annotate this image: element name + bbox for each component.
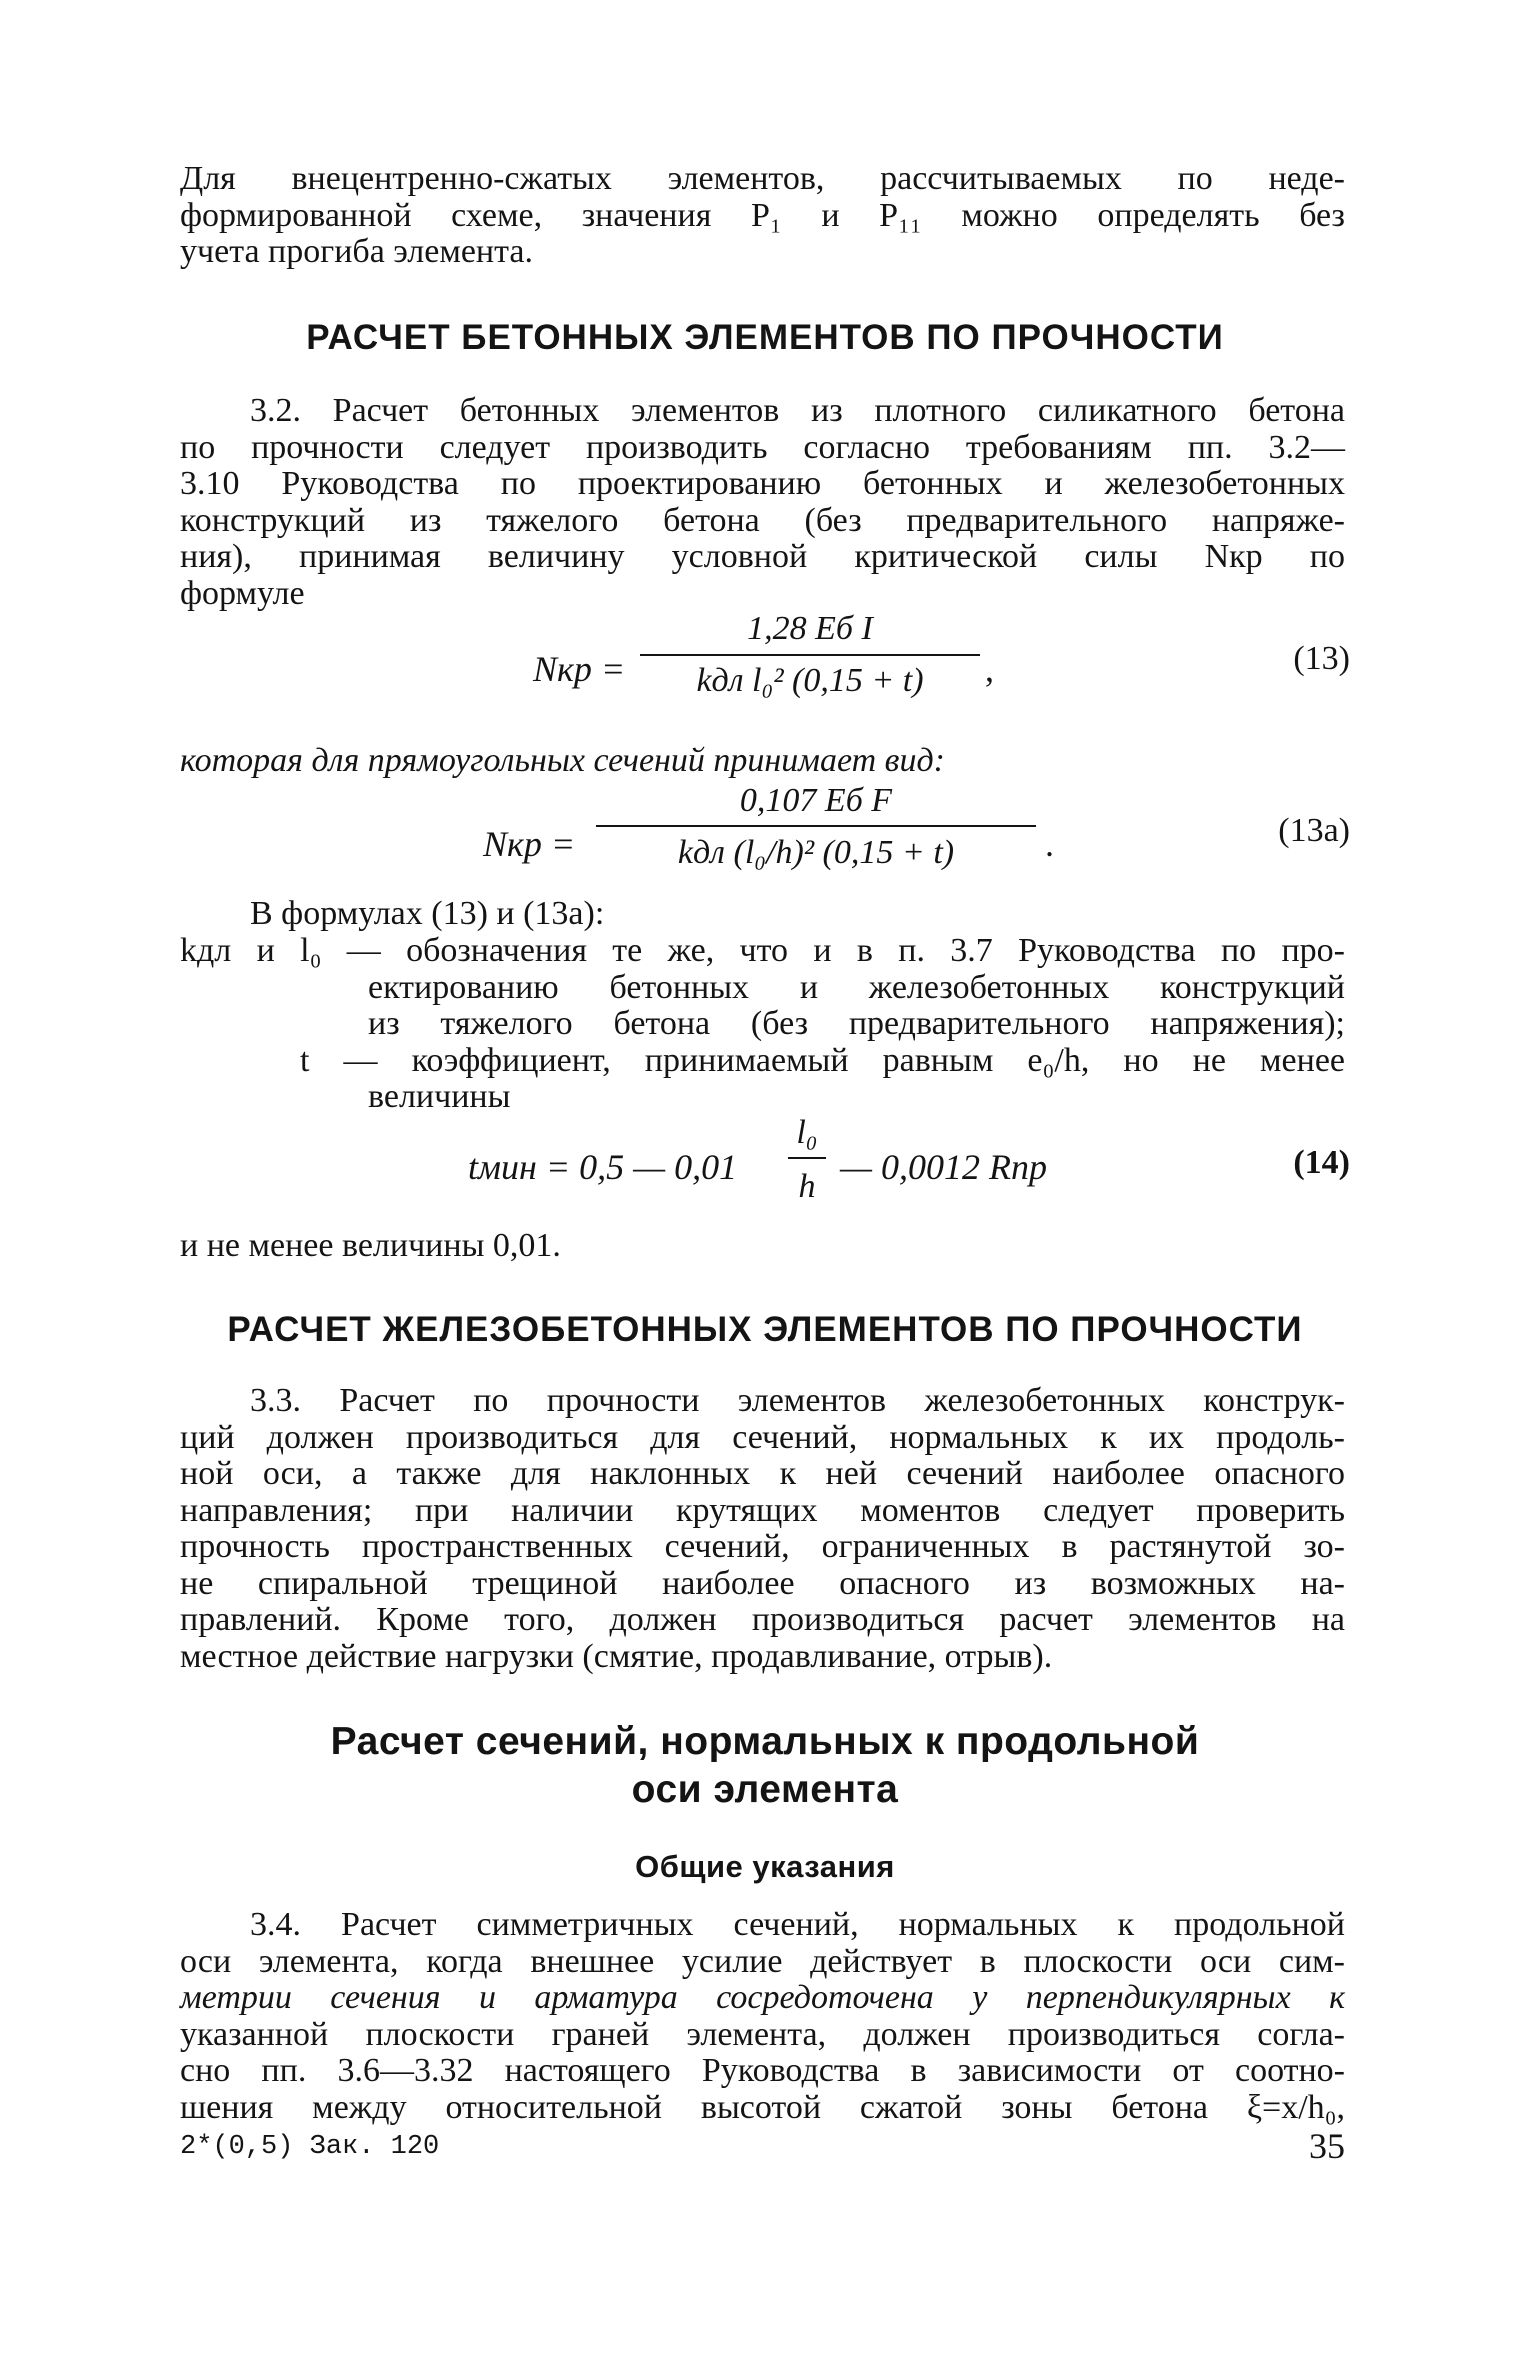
formula-13-trail: ,: [985, 649, 994, 689]
formula-14-frac-numerator: l₀: [796, 1114, 818, 1151]
paragraph-3-4: 3.4. Расчет симметричных сечений, нормальных к продольной оси элемента, когда внешнее усилие действует в плоскости оси сим- метрии сечения и арматура сосредоточена у перпендикулярных к указанной плоскости граней элемента, должен производиться согла- сно пп. 3.6—3.32 настоящего Руководства в зависимости от соотно- шения между относительной высотой сжатой зоны бетона ξ=x/h₀,: [180, 1906, 1345, 2126]
page-number: 35: [1309, 2126, 1345, 2166]
formula-13a-numerator: 0,107 Eб F: [739, 782, 893, 819]
section-heading-line: оси элемента: [631, 1768, 899, 1811]
section-heading-concrete: РАСЧЕТ БЕТОННЫХ ЭЛЕМЕНТОВ ПО ПРОЧНОСТИ: [306, 318, 1224, 357]
formula-13-numerator: 1,28 Eб I: [747, 610, 873, 647]
formula-13a-lhs: Nкр =: [483, 824, 576, 864]
definitions-list: kдл и l₀ — обозначения те же, что и в п. 3.7 Руководства по про- ектированию бетонных и железобетонных конструкций из тяжелого бетона (без предварительного напряжения); t — коэффициент, принимаемый равным e₀/h, но не менее величины: [180, 932, 1345, 1115]
fraction-bar: [596, 825, 1036, 827]
fraction-bar: [640, 654, 980, 656]
section-heading-line: Расчет сечений, нормальных к продольной: [330, 1720, 1200, 1763]
formula-13a-denominator: kдл (l₀/h)² (0,15 + t): [677, 834, 955, 871]
equation-number-13a: (13а): [1278, 812, 1350, 849]
formula-14-lhs: tмин = 0,5 — 0,01: [468, 1147, 738, 1187]
formula-13-lhs: Nкр =: [533, 649, 626, 689]
formula-13-denominator: kдл l₀² (0,15 + t): [696, 662, 924, 699]
paragraph-3-2: 3.2. Расчет бетонных элементов из плотного силикатного бетона по прочности следует производить согласно требованиям пп. 3.2— 3.10 Руководства по проектированию бетонных и железобетонных конструкций из тяжелого бетона (без предварительного напряже- ния), принимая величину условной критической силы Nкр по формуле: [180, 392, 1345, 612]
section-heading-normal: [140, 1718, 1390, 1814]
equation-number-14: (14): [1293, 1144, 1350, 1181]
paragraph-3-3: 3.3. Расчет по прочности элементов железобетонных конструк- ций должен производиться для сечений, нормальных к их продоль- ной оси, а также для наклонных к ней сечений наиболее опасного направления; при наличии крутящих моментов следует проверить прочность пространственных сечений, ограниченных в растянутой зо- не спиральной трещиной наиболее опасного из возможных на- правлений. Кроме того, должен производиться расчет элементов на местное действие нагрузки (смятие, продавливание, отрыв).: [180, 1382, 1345, 1675]
formula-13a-trail: .: [1045, 824, 1054, 864]
print-order-info: 2*(0,5) Зак. 120: [180, 2132, 440, 2162]
equation-number-13: (13): [1293, 640, 1350, 677]
fraction-bar: [788, 1157, 826, 1159]
formula-14-rest: — 0,0012 Rпр: [840, 1147, 1047, 1187]
formula-14-frac-denominator: h: [798, 1168, 816, 1205]
text-rectangular-sections: которая для прямоугольных сечений принимает вид:: [180, 742, 945, 779]
text-where-formulas: В формулах (13) и (13а):: [250, 895, 605, 932]
text-not-less-than: и не менее величины 0,01.: [180, 1227, 561, 1264]
section-heading-reinforced: РАСЧЕТ ЖЕЛЕЗОБЕТОННЫХ ЭЛЕМЕНТОВ ПО ПРОЧНОСТИ: [227, 1310, 1303, 1349]
subheading-general: Общие указания: [635, 1849, 895, 1884]
intro-paragraph: Для внецентренно-сжатых элементов, рассчитываемых по неде- формированной схеме, значения P₁ и P₁₁ можно определять без учета прогиба элемента.: [180, 160, 1345, 270]
